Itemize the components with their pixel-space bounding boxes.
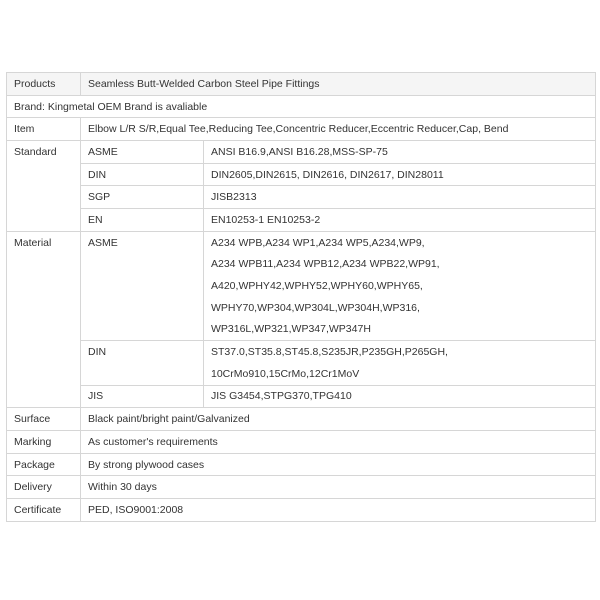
material-value-line: A234 WPB11,A234 WPB12,A234 WPB22,WP91, (204, 254, 596, 276)
table-row-item (7, 118, 596, 141)
material-code-jis: JIS (81, 385, 204, 408)
surface-value: Black paint/bright paint/Galvanized (81, 408, 596, 431)
material-value-line: WPHY70,WP304,WP304L,WP304H,WP316, (204, 297, 596, 319)
products-label: Products (7, 73, 81, 96)
marking-value: As customer's requirements (81, 431, 596, 454)
surface-label: Surface (7, 408, 81, 431)
marking-label: Marking (7, 431, 81, 454)
certificate-value: PED, ISO9001:2008 (81, 499, 596, 522)
table-row-standard-asme (7, 141, 596, 164)
material-value-line: WP316L,WP321,WP347,WP347H (204, 319, 596, 341)
products-value: Seamless Butt-Welded Carbon Steel Pipe Fittings (81, 73, 596, 96)
material-value-line: A420,WPHY42,WPHY52,WPHY60,WPHY65, (204, 275, 596, 297)
table-row-delivery (7, 476, 596, 499)
standard-value: EN10253-1 EN10253-2 (204, 209, 596, 232)
standard-label: Standard (7, 141, 81, 232)
material-value-line: ST37.0,ST35.8,ST45.8,S235JR,P235GH,P265GH, (204, 341, 596, 363)
table-row-package (7, 453, 596, 476)
item-value: Elbow L/R S/R,Equal Tee,Reducing Tee,Concentric Reducer,Eccentric Reducer,Cap, Bend (81, 118, 596, 141)
spec-table (6, 72, 596, 522)
package-value: By strong plywood cases (81, 453, 596, 476)
brand-note: Brand: Kingmetal OEM Brand is avaliable (7, 95, 596, 118)
table-row-standard-din (7, 163, 596, 186)
standard-value: JISB2313 (204, 186, 596, 209)
delivery-value: Within 30 days (81, 476, 596, 499)
table-row-marking (7, 431, 596, 454)
delivery-label: Delivery (7, 476, 81, 499)
standard-value: ANSI B16.9,ANSI B16.28,MSS-SP-75 (204, 141, 596, 164)
table-row-material-jis (7, 385, 596, 408)
standard-code: EN (81, 209, 204, 232)
material-value-line: A234 WPB,A234 WP1,A234 WP5,A234,WP9, (204, 231, 596, 253)
material-label: Material (7, 231, 81, 408)
table-row-products (7, 73, 596, 96)
standard-code: ASME (81, 141, 204, 164)
standard-code: SGP (81, 186, 204, 209)
table-row-certificate (7, 499, 596, 522)
standard-value: DIN2605,DIN2615, DIN2616, DIN2617, DIN28011 (204, 163, 596, 186)
package-label: Package (7, 453, 81, 476)
table-row-standard-en (7, 209, 596, 232)
item-label: Item (7, 118, 81, 141)
table-row-material-asme (7, 231, 596, 253)
table-row-surface (7, 408, 596, 431)
material-value-line: 10CrMo910,15CrMo,12Cr1MoV (204, 363, 596, 385)
material-code-asme: ASME (81, 231, 204, 340)
certificate-label: Certificate (7, 499, 81, 522)
table-row-material-din (7, 341, 596, 363)
material-value-line: JIS G3454,STPG370,TPG410 (204, 385, 596, 408)
table-row-standard-sgp (7, 186, 596, 209)
material-code-din: DIN (81, 341, 204, 385)
table-row-brand (7, 95, 596, 118)
standard-code: DIN (81, 163, 204, 186)
